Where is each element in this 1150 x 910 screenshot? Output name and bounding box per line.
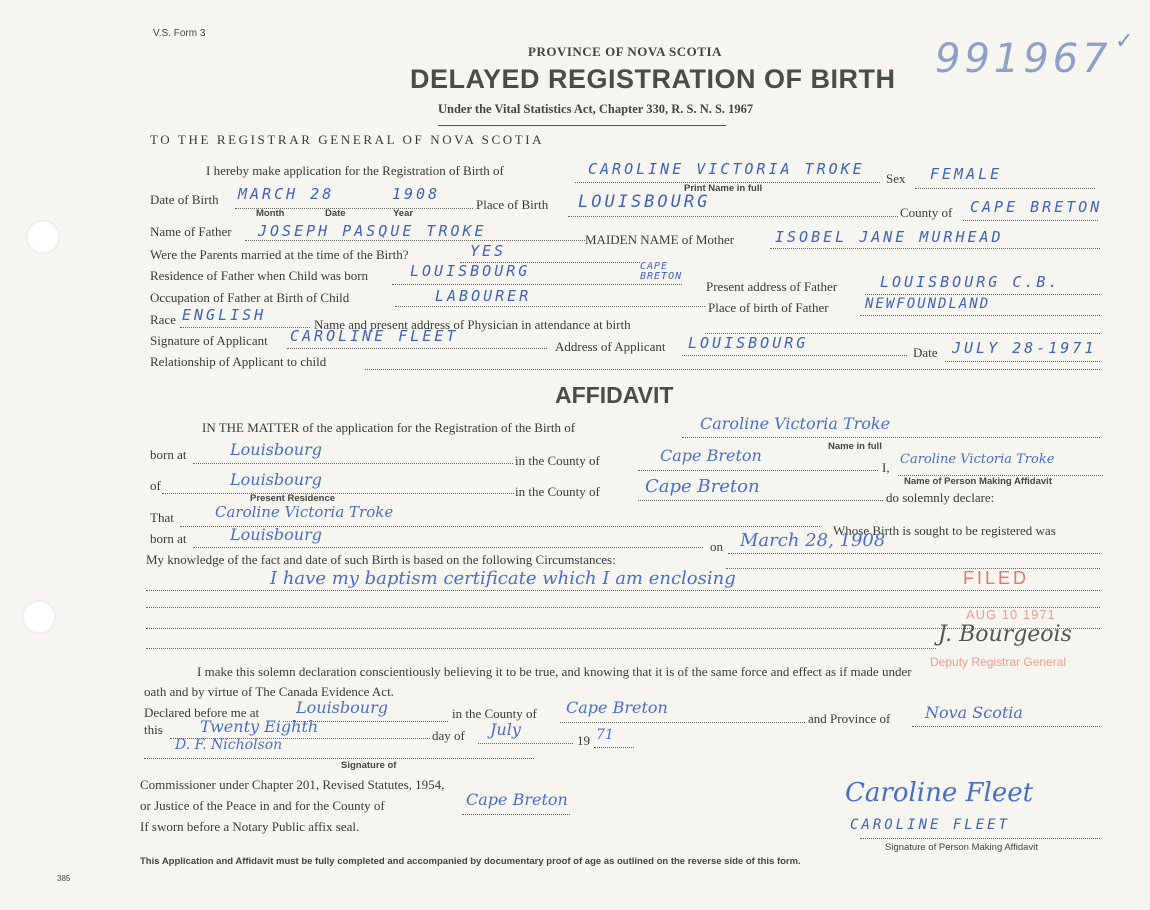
child-name-value: CAROLINE VICTORIA TROKE xyxy=(588,160,865,178)
registration-number: 991967 xyxy=(935,36,1112,82)
filed-date: AUG 10 1971 xyxy=(966,607,1056,622)
father-line xyxy=(245,240,585,241)
justice-county-value: Cape Breton xyxy=(466,790,568,809)
label-month: Month xyxy=(256,208,285,219)
label-father: Name of Father xyxy=(150,224,232,239)
corner-number: 385 xyxy=(57,874,71,883)
place-birth-father-line xyxy=(860,315,1100,316)
label-in-county-2: in the County of xyxy=(515,484,600,499)
label-sig-person: Signature of Person Making Affidavit xyxy=(885,842,1038,853)
label-province: and Province of xyxy=(808,711,891,726)
label-declared: Declared before me at xyxy=(144,705,260,720)
label-application: I hereby make application for the Registration of Birth of xyxy=(206,163,504,178)
registrar-title: Deputy Registrar General xyxy=(930,655,1067,669)
label-day-of: day of xyxy=(432,728,465,743)
year-value: 71 xyxy=(596,727,614,743)
province-line xyxy=(912,726,1100,727)
label-name-in-full: Name in full xyxy=(828,441,882,452)
dob-month-value: MARCH 28 xyxy=(238,185,335,203)
circ-line-2 xyxy=(146,607,1100,608)
county-line-2 xyxy=(638,500,883,501)
label-of: of xyxy=(150,478,161,493)
knowledge-line xyxy=(726,568,1100,569)
label-print-name: Print Name in full xyxy=(684,183,763,194)
label-in-county: in the County of xyxy=(515,453,600,468)
matter-value: Caroline Victoria Troke xyxy=(700,414,891,433)
label-year-prefix: 19 xyxy=(577,733,590,748)
label-race: Race xyxy=(150,312,176,327)
born-at-line-2 xyxy=(193,547,703,548)
footer-notice: This Application and Affidavit must be fully completed and accompanied by documentary proof of age as outlined on the reverse side of this form. xyxy=(140,856,801,867)
label-this: this xyxy=(144,722,163,737)
occupation-line xyxy=(395,306,705,307)
commissioner-sig-line xyxy=(144,758,534,759)
filed-stamp: FILED xyxy=(963,568,1030,588)
subtitle-rule xyxy=(438,125,726,126)
relationship-line xyxy=(365,369,1100,370)
place-birth-father-value: NEWFOUNDLAND xyxy=(865,296,991,312)
race-value: ENGLISH xyxy=(182,306,267,324)
label-on: on xyxy=(710,539,723,554)
registrar-signature: J. Bourgeois xyxy=(938,622,1072,647)
label-date-sub: Date xyxy=(325,208,346,219)
affidavit-heading: AFFIDAVIT xyxy=(555,382,674,408)
commissioner-signature: D. F. Nicholson xyxy=(175,737,283,753)
punch-hole-bottom xyxy=(22,600,56,634)
label-present-residence: Present Residence xyxy=(250,493,336,504)
label-year: Year xyxy=(393,208,414,219)
address-applicant-line xyxy=(682,355,907,356)
month-value: July xyxy=(490,720,521,739)
label-mother: MAIDEN NAME of Mother xyxy=(585,232,735,247)
label-knowledge: My knowledge of the fact and date of such Birth is based on the following Circumstances: xyxy=(146,552,616,567)
label-matter: IN THE MATTER of the application for the Registration of the Birth of xyxy=(202,420,576,435)
mother-value: ISOBEL JANE MURHEAD xyxy=(775,228,1004,246)
born-at-line xyxy=(193,463,513,464)
label-in-county-3: in the County of xyxy=(452,706,537,721)
label-place-of-birth: Place of Birth xyxy=(476,197,549,212)
matter-line xyxy=(682,437,1100,438)
county-value-3: Cape Breton xyxy=(566,698,668,717)
mother-line xyxy=(770,248,1100,249)
label-whose-birth: Whose Birth is sought to be registered was xyxy=(833,523,1056,538)
county-line-3 xyxy=(560,722,805,723)
declaration-line-2: oath and by virtue of The Canada Evidence Act. xyxy=(144,684,394,699)
label-signature-applicant: Signature of Applicant xyxy=(150,333,268,348)
sex-line xyxy=(915,188,1095,189)
present-address-father-line xyxy=(865,294,1100,295)
label-notary: If sworn before a Notary Public affix seal. xyxy=(140,819,360,834)
label-relationship: Relationship of Applicant to child xyxy=(150,354,327,369)
date-value: JULY 28-1971 xyxy=(952,339,1097,357)
father-value: JOSEPH PASQUE TROKE xyxy=(258,222,487,240)
residence-father-value: LOUISBOURG xyxy=(410,262,531,280)
affiant-signature-script: Caroline Fleet xyxy=(845,778,1034,808)
date-line xyxy=(945,361,1100,362)
on-value: March 28, 1908 xyxy=(740,530,886,551)
married-value: YES xyxy=(470,242,507,260)
label-present-address-father: Present address of Father xyxy=(706,279,838,294)
residence-value: Louisbourg xyxy=(230,470,322,489)
justice-county-line xyxy=(462,814,570,815)
label-residence-father: Residence of Father when Child was born xyxy=(150,268,369,283)
punch-hole-top xyxy=(26,220,60,254)
label-i: I, xyxy=(882,460,890,475)
circ-line-4 xyxy=(146,648,936,649)
present-address-father-value: LOUISBOURG C.B. xyxy=(880,273,1061,291)
occupation-value: LABOURER xyxy=(435,287,532,305)
born-at-value: Louisbourg xyxy=(230,440,322,459)
county-value-1: Cape Breton xyxy=(660,446,762,465)
label-date: Date xyxy=(913,345,938,360)
sex-value: FEMALE xyxy=(930,165,1003,183)
label-dob: Date of Birth xyxy=(150,192,219,207)
label-that: That xyxy=(150,510,174,525)
label-commissioner: Commissioner under Chapter 201, Revised Statutes, 1954, xyxy=(140,777,445,792)
year-line xyxy=(594,747,634,748)
signature-applicant-line xyxy=(287,348,547,349)
this-value: Twenty Eighth xyxy=(200,717,319,736)
province-heading: PROVINCE OF NOVA SCOTIA xyxy=(528,44,722,59)
label-justice: or Justice of the Peace in and for the County of xyxy=(140,798,385,813)
residence-father-note: CAPE BRETON xyxy=(640,261,683,282)
label-name-person: Name of Person Making Affidavit xyxy=(904,476,1052,487)
county-line-1 xyxy=(638,470,878,471)
born-at-value-2: Louisbourg xyxy=(230,525,322,544)
dob-year-value: 1908 xyxy=(392,185,441,203)
affiant-sig-line xyxy=(860,838,1100,839)
person-value: Caroline Victoria Troke xyxy=(900,452,1055,467)
address-applicant-value: LOUISBOURG xyxy=(688,334,809,352)
circ-line-1 xyxy=(146,590,1100,591)
form-id: V.S. Form 3 xyxy=(153,28,206,39)
month-line xyxy=(478,743,573,744)
label-born-at-2: born at xyxy=(150,531,187,546)
county-value: CAPE BRETON xyxy=(970,198,1103,216)
label-occupation: Occupation of Father at Birth of Child xyxy=(150,290,350,305)
form-subtitle: Under the Vital Statistics Act, Chapter 330, R. S. N. S. 1967 xyxy=(438,102,754,116)
county-value-2: Cape Breton xyxy=(645,476,760,497)
county-line xyxy=(963,220,1098,221)
that-value: Caroline Victoria Troke xyxy=(215,503,394,521)
label-sex: Sex xyxy=(886,171,906,186)
affiant-signature-print: CAROLINE FLEET xyxy=(850,817,1011,833)
label-married: Were the Parents married at the time of the Birth? xyxy=(150,247,409,262)
label-born-at: born at xyxy=(150,447,187,462)
label-place-birth-father: Place of birth of Father xyxy=(708,300,829,315)
place-of-birth-value: LOUISBOURG xyxy=(578,192,711,212)
label-physician: Name and present address of Physician in attendance at birth xyxy=(314,317,631,332)
circumstances-value: I have my baptism certificate which I am enclosing xyxy=(270,568,736,589)
declaration-line-1: I make this solemn declaration conscientiously believing it to be true, and knowing that it is of the same force and effect as if made under xyxy=(197,664,912,679)
label-county: County of xyxy=(900,205,953,220)
province-value: Nova Scotia xyxy=(925,703,1023,722)
place-of-birth-line xyxy=(568,216,898,217)
declared-value: Louisbourg xyxy=(296,698,388,717)
form-title: DELAYED REGISTRATION OF BIRTH xyxy=(410,64,896,94)
signature-applicant-value: CAROLINE FLEET xyxy=(290,327,459,345)
check-mark-icon: ✓ xyxy=(1115,28,1134,53)
addressee: TO THE REGISTRAR GENERAL OF NOVA SCOTIA xyxy=(150,132,545,147)
residence-father-line xyxy=(392,284,682,285)
label-signature-of: Signature of xyxy=(341,760,397,771)
label-solemnly: do solemnly declare: xyxy=(886,490,995,505)
label-address-applicant: Address of Applicant xyxy=(555,339,666,354)
residence-line xyxy=(162,493,514,494)
on-line xyxy=(728,553,1100,554)
